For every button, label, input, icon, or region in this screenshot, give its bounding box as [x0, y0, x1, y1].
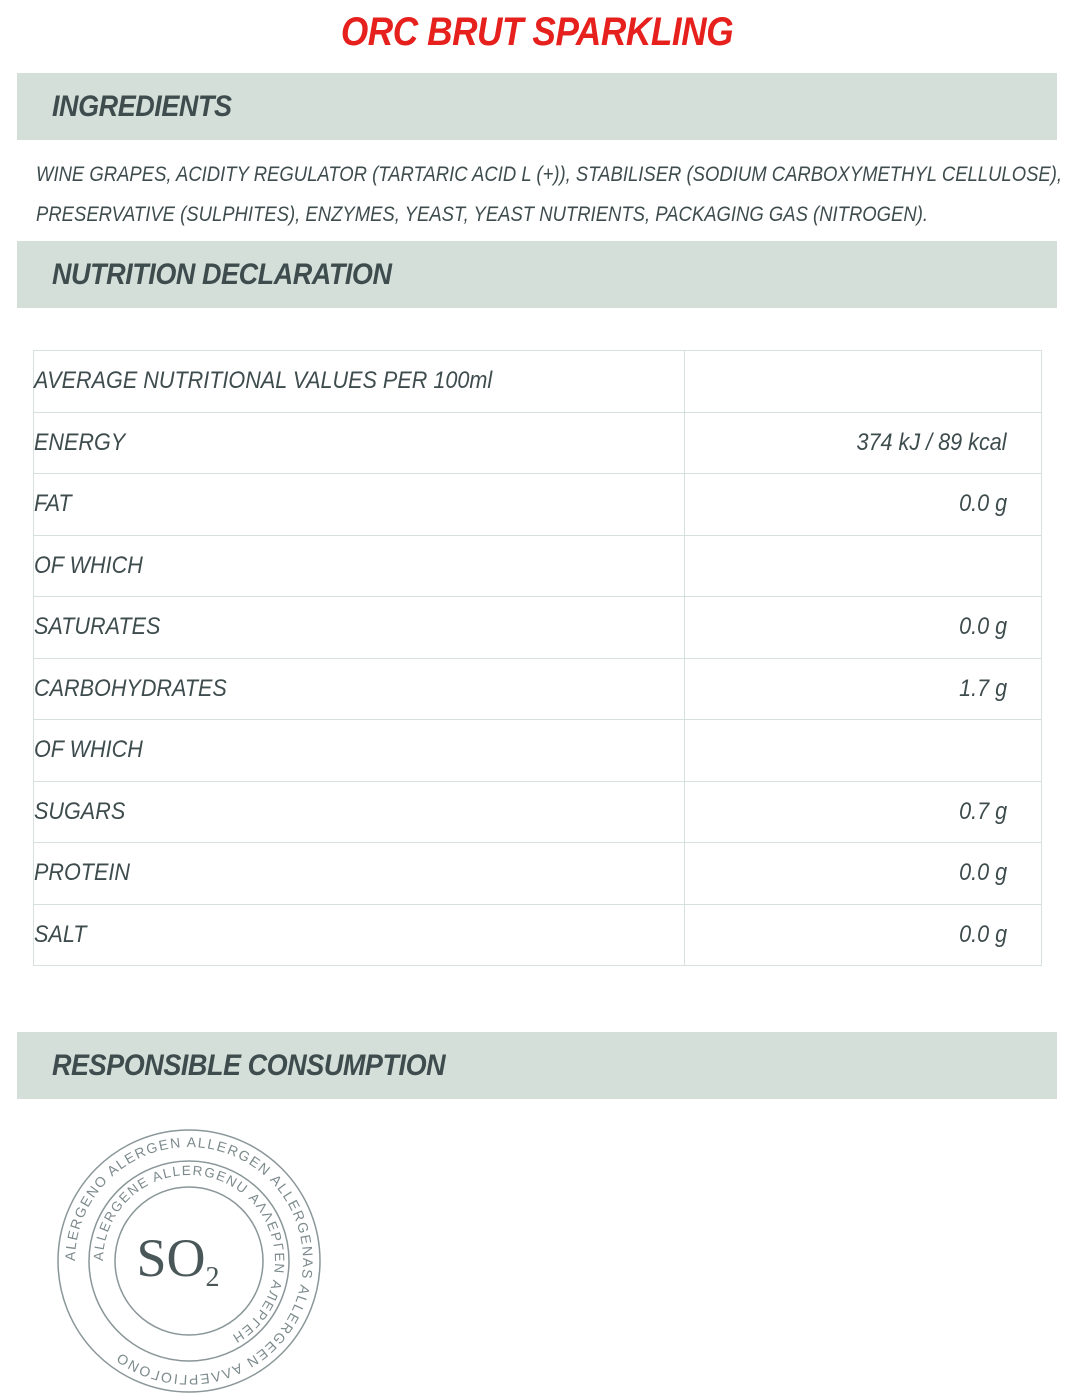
nutrient-value: 0.7 g — [958, 797, 1007, 825]
ingredients-header — [17, 73, 1057, 140]
nutrient-label-cell — [34, 781, 685, 843]
so2-allergen-seal-icon — [56, 1128, 322, 1394]
nutrient-label-cell — [34, 597, 685, 659]
responsible-heading: RESPONSIBLE CONSUMPTION — [52, 1049, 446, 1082]
table-row — [34, 597, 1042, 659]
ingredients-line: PRESERVATIVE (SULPHITES), ENZYMES, YEAST, YEAST NUTRIENTS, PACKAGING GAS (NITROGEN). — [36, 203, 929, 226]
nutrient-label: FAT — [34, 490, 72, 518]
table-row — [34, 658, 1042, 720]
nutrition-table — [33, 350, 1042, 966]
table-row — [34, 843, 1042, 905]
nutrient-label-cell — [34, 412, 685, 474]
nutrient-value-cell — [685, 412, 1042, 474]
nutrient-value-cell — [685, 781, 1042, 843]
nutrient-label-cell — [34, 843, 685, 905]
table-row — [34, 474, 1042, 536]
ingredients-line: WINE GRAPES, ACIDITY REGULATOR (TARTARIC ACID L (+)), STABILISER (SODIUM CARBOXYMETHYL CELLULOSE), — [36, 163, 1063, 186]
nutrient-label-cell — [34, 720, 685, 782]
nutrient-label-cell — [34, 351, 685, 413]
table-row — [34, 351, 1042, 413]
nutrient-label: ENERGY — [34, 428, 126, 456]
nutrient-label: AVERAGE NUTRITIONAL VALUES PER 100ml — [34, 367, 493, 395]
svg-text:ALERGENO ALERGEN ALLERGEN ALLE: ALERGENO ALERGEN ALLERGEN ALLERGENAS ALLERGEEN ΑΛΛΕΡΓΙΟΓΟΝΟ — [61, 1133, 317, 1389]
nutrient-label: OF WHICH — [34, 551, 143, 579]
table-row — [34, 412, 1042, 474]
nutrient-value-cell — [685, 904, 1042, 966]
svg-text:ALLERGENE ALLERGENU ΑΛΛΕΡΓΕΝ А: ALLERGENE ALLERGENU ΑΛΛΕΡΓΕΝ АЛЕРГЕН — [90, 1162, 288, 1347]
nutrient-value: 1.7 g — [958, 674, 1007, 702]
nutrient-value: 374 kJ / 89 kcal — [856, 428, 1007, 456]
nutrient-value: 0.0 g — [958, 613, 1007, 641]
table-row — [34, 535, 1042, 597]
nutrient-value-cell — [685, 597, 1042, 659]
nutrient-value: 0.0 g — [958, 859, 1007, 887]
nutrient-label: PROTEIN — [34, 859, 131, 887]
nutrient-label-cell — [34, 904, 685, 966]
nutrient-value-cell — [685, 474, 1042, 536]
nutrient-label: OF WHICH — [34, 736, 143, 764]
nutrient-label-cell — [34, 535, 685, 597]
nutrient-label-cell — [34, 658, 685, 720]
nutrient-label: SALT — [34, 920, 87, 948]
table-row — [34, 781, 1042, 843]
nutrient-value: 0.0 g — [958, 490, 1007, 518]
page-title: ORC BRUT SPARKLING — [340, 10, 734, 54]
ingredients-heading: INGREDIENTS — [52, 90, 232, 123]
nutrient-value-cell — [685, 535, 1042, 597]
responsible-header — [17, 1032, 1057, 1099]
nutrient-value-cell — [685, 720, 1042, 782]
nutrient-label: SUGARS — [34, 797, 126, 825]
table-row — [34, 720, 1042, 782]
nutrient-label-cell — [34, 474, 685, 536]
nutrition-header — [17, 241, 1057, 308]
ingredients-list — [36, 155, 1063, 235]
nutrient-value-cell — [685, 658, 1042, 720]
nutrient-value: 0.0 g — [958, 920, 1007, 948]
nutrient-label: SATURATES — [34, 613, 161, 641]
nutrition-heading: NUTRITION DECLARATION — [52, 258, 392, 291]
nutrient-label: CARBOHYDRATES — [34, 674, 227, 702]
nutrient-value-cell — [685, 351, 1042, 413]
table-row — [34, 904, 1042, 966]
svg-text:SO2: SO2 — [136, 1228, 220, 1293]
nutrient-value-cell — [685, 843, 1042, 905]
